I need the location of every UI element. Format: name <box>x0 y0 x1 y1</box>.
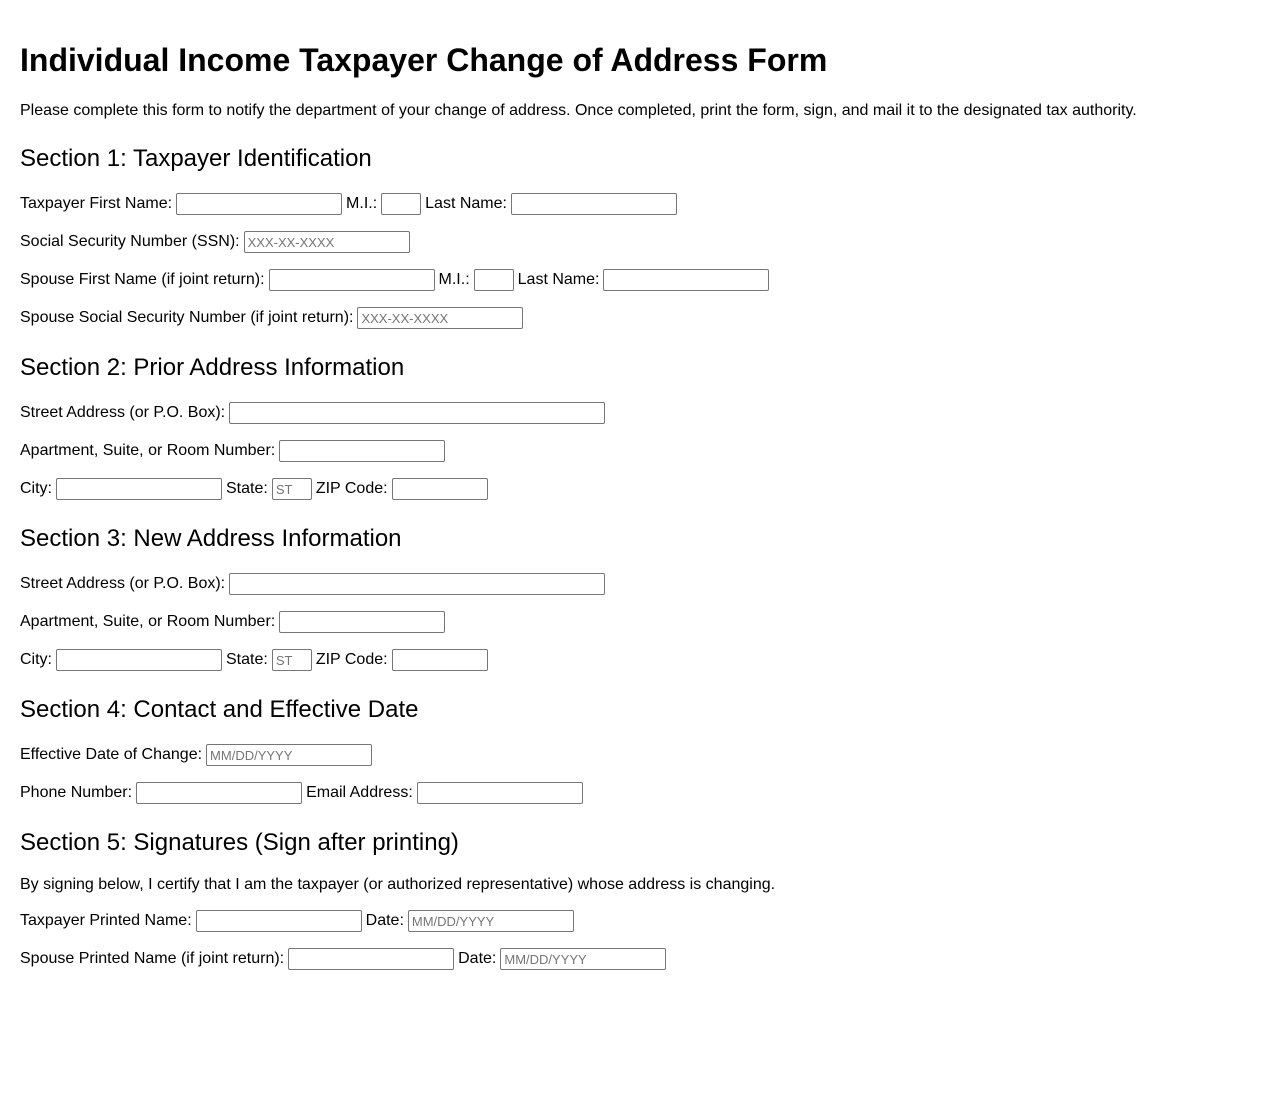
new-zip-label: ZIP Code: <box>315 651 388 668</box>
prior-zip-input[interactable] <box>392 478 488 500</box>
prior-apt-row <box>20 439 1242 463</box>
new-city-label: City: <box>20 651 52 668</box>
ssn-input[interactable] <box>244 231 410 253</box>
new-apt-label: Apartment, Suite, or Room Number: <box>20 613 276 630</box>
taxpayer-mi-input[interactable] <box>381 193 421 215</box>
spouse-date-input[interactable] <box>500 948 666 970</box>
spouse-ssn-input[interactable] <box>357 307 523 329</box>
prior-apt-label: Apartment, Suite, or Room Number: <box>20 442 276 459</box>
prior-city-input[interactable] <box>56 478 222 500</box>
new-street-input[interactable] <box>229 573 605 595</box>
spouse-mi-label: M.I.: <box>438 271 470 288</box>
taxpayer-last-name-label: Last Name: <box>425 195 507 212</box>
new-apt-input[interactable] <box>279 611 445 633</box>
spouse-last-name-input[interactable] <box>603 269 769 291</box>
effective-date-row <box>20 743 1242 767</box>
prior-street-row <box>20 401 1242 425</box>
taxpayer-name-row <box>20 192 1242 216</box>
taxpayer-first-name-label: Taxpayer First Name: <box>20 195 173 212</box>
taxpayer-date-input[interactable] <box>408 910 574 932</box>
spouse-mi-input[interactable] <box>474 269 514 291</box>
new-apt-row <box>20 610 1242 634</box>
page-title: Individual Income Taxpayer Change of Address Form <box>20 42 828 78</box>
taxpayer-mi-label: M.I.: <box>346 195 378 212</box>
taxpayer-date-label: Date: <box>365 912 404 929</box>
form-instructions: Please complete this form to notify the department of your change of address. Once completed, print the form, sign, and mail it to the designated tax authority. <box>20 102 1137 119</box>
prior-state-input[interactable] <box>272 478 312 500</box>
spouse-ssn-label: Spouse Social Security Number (if joint return): <box>20 309 354 326</box>
prior-street-input[interactable] <box>229 402 605 424</box>
email-input[interactable] <box>417 782 583 804</box>
section-4-heading: Section 4: Contact and Effective Date <box>20 696 419 723</box>
prior-state-label: State: <box>226 480 268 497</box>
spouse-printed-name-input[interactable] <box>288 948 454 970</box>
phone-input[interactable] <box>136 782 302 804</box>
ssn-label: Social Security Number (SSN): <box>20 233 240 250</box>
prior-street-label: Street Address (or P.O. Box): <box>20 404 226 421</box>
prior-city-state-zip-row <box>20 477 1242 501</box>
spouse-signature-row <box>20 947 1242 971</box>
new-city-input[interactable] <box>56 649 222 671</box>
taxpayer-signature-row <box>20 909 1242 933</box>
spouse-name-row <box>20 268 1242 292</box>
prior-zip-label: ZIP Code: <box>315 480 388 497</box>
spouse-first-name-label: Spouse First Name (if joint return): <box>20 271 265 288</box>
new-zip-input[interactable] <box>392 649 488 671</box>
spouse-first-name-input[interactable] <box>269 269 435 291</box>
contact-row <box>20 781 1242 805</box>
phone-label: Phone Number: <box>20 784 133 801</box>
spouse-ssn-row <box>20 306 1242 330</box>
email-label: Email Address: <box>306 784 413 801</box>
new-street-row <box>20 572 1242 596</box>
taxpayer-printed-name-input[interactable] <box>196 910 362 932</box>
effective-date-input[interactable] <box>206 744 372 766</box>
taxpayer-last-name-input[interactable] <box>511 193 677 215</box>
effective-date-label: Effective Date of Change: <box>20 746 203 763</box>
spouse-date-label: Date: <box>458 950 497 967</box>
spouse-printed-name-label: Spouse Printed Name (if joint return): <box>20 950 285 967</box>
section-3-heading: Section 3: New Address Information <box>20 525 402 552</box>
prior-apt-input[interactable] <box>279 440 445 462</box>
new-state-input[interactable] <box>272 649 312 671</box>
spouse-last-name-label: Last Name: <box>517 271 600 288</box>
section-5-heading: Section 5: Signatures (Sign after printing) <box>20 829 459 856</box>
taxpayer-ssn-row <box>20 230 1242 254</box>
prior-city-label: City: <box>20 480 52 497</box>
new-street-label: Street Address (or P.O. Box): <box>20 575 226 592</box>
section-1-heading: Section 1: Taxpayer Identification <box>20 145 372 172</box>
taxpayer-first-name-input[interactable] <box>176 193 342 215</box>
section-2-heading: Section 2: Prior Address Information <box>20 354 405 381</box>
taxpayer-printed-name-label: Taxpayer Printed Name: <box>20 912 192 929</box>
certification-statement: By signing below, I certify that I am the taxpayer (or authorized representative) whose address is changing. <box>20 876 776 893</box>
new-state-label: State: <box>226 651 268 668</box>
new-city-state-zip-row <box>20 648 1242 672</box>
